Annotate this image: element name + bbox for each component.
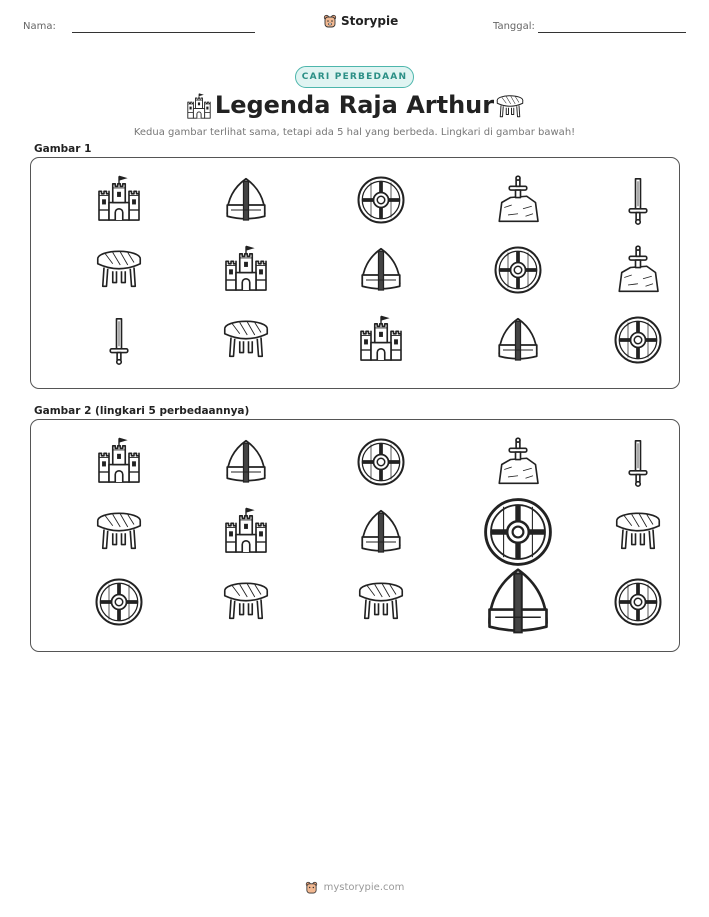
- picture2-shield-icon[interactable]: [94, 577, 144, 627]
- picture2-castle-icon[interactable]: [221, 507, 271, 557]
- picture1-helmet-icon: [221, 175, 271, 225]
- name-label: Nama:: [23, 21, 56, 32]
- date-label: Tanggal:: [493, 21, 535, 32]
- picture1-sword-in-stone-icon: [613, 245, 663, 295]
- date-line[interactable]: [538, 32, 686, 33]
- picture2-helmet-icon[interactable]: [356, 507, 406, 557]
- picture2-shield-icon[interactable]: [356, 437, 406, 487]
- picture2-shield-icon[interactable]: [613, 577, 663, 627]
- picture2-table-icon[interactable]: [221, 577, 271, 627]
- name-line[interactable]: [72, 32, 255, 33]
- footer-url: mystorypie.com: [323, 882, 405, 893]
- picture2-table-icon[interactable]: [613, 507, 663, 557]
- activity-badge: CARI PERBEDAAN: [295, 66, 414, 88]
- picture1-sword-icon: [94, 315, 144, 365]
- picture1-table-icon: [94, 245, 144, 295]
- picture2-castle-icon[interactable]: [94, 437, 144, 487]
- picture2-table-icon[interactable]: [94, 507, 144, 557]
- picture1-castle-icon: [221, 245, 271, 295]
- page-title: Legenda Raja Arthur: [214, 91, 495, 119]
- picture1-shield-icon: [356, 175, 406, 225]
- picture1-castle-icon: [356, 315, 406, 365]
- picture1-shield-icon: [613, 315, 663, 365]
- bear-logo-icon: [305, 881, 318, 894]
- brand-logo: [323, 14, 398, 28]
- picture2-table-icon[interactable]: [356, 577, 406, 627]
- picture1-castle-icon: [94, 175, 144, 225]
- picture1-table-icon: [221, 315, 271, 365]
- picture1-sword-in-stone-icon: [493, 175, 543, 225]
- picture1-helmet-icon: [493, 315, 543, 365]
- picture2-panel[interactable]: [30, 419, 680, 652]
- picture1-shield-icon: [493, 245, 543, 295]
- picture1-label: Gambar 1: [34, 143, 92, 155]
- picture2-helmet-icon[interactable]: [480, 564, 556, 640]
- instructions: Kedua gambar terlihat sama, tetapi ada 5 hal yang berbeda. Lingkari di gambar bawah!: [133, 127, 576, 138]
- picture1-panel: [30, 157, 680, 389]
- bear-logo-icon: [323, 14, 337, 28]
- picture2-sword-icon[interactable]: [613, 437, 663, 487]
- picture1-sword-icon: [613, 175, 663, 225]
- picture1-helmet-icon: [356, 245, 406, 295]
- title-table-icon: [495, 92, 525, 126]
- picture2-sword-in-stone-icon[interactable]: [493, 437, 543, 487]
- picture2-helmet-icon[interactable]: [221, 437, 271, 487]
- picture2-label: Gambar 2 (lingkari 5 perbedaannya): [34, 405, 250, 417]
- footer: [0, 881, 709, 894]
- picture2-shield-icon[interactable]: [482, 496, 554, 568]
- brand-name: Storypie: [341, 14, 399, 28]
